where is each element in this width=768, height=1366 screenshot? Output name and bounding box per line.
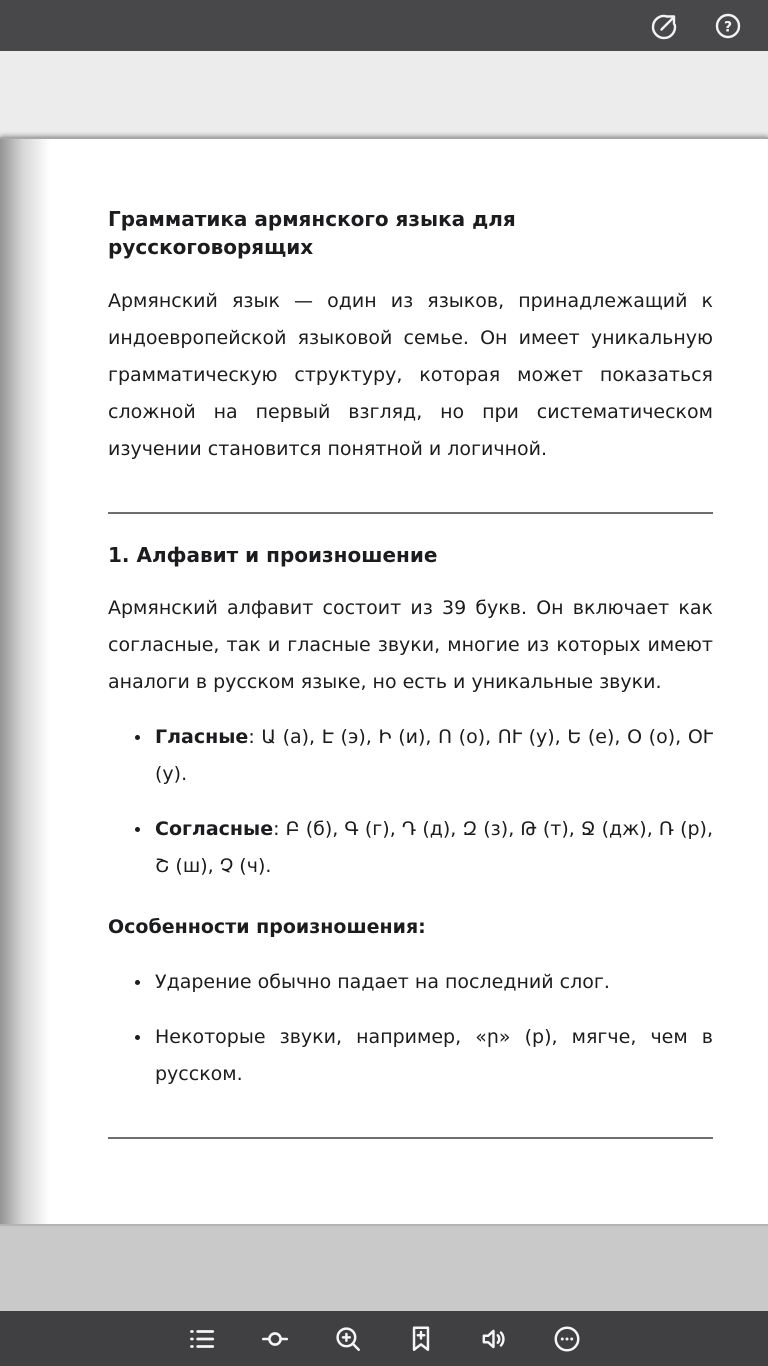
list-item: Некоторые звуки, например, «ր» (р), мягче, чем в русском. [108, 1019, 713, 1093]
help-glyph: ? [723, 19, 733, 35]
list-item: Ударение обычно падает на последний слог. [108, 964, 713, 1001]
help-button[interactable] [712, 10, 744, 42]
top-bar [0, 0, 768, 51]
audio-button[interactable] [479, 1324, 509, 1354]
zoom-button[interactable] [333, 1324, 363, 1354]
intro-paragraph: Армянский язык — один из языков, принадлежащий к индоевропейской языковой семье. Он имеет уникальную грамматическую структуру, которая может показаться сложной на первый взгляд, но при систематическом изучении становится понятной и логичной. [108, 290, 713, 460]
help-icon [712, 10, 744, 42]
reader-background-top [0, 51, 768, 137]
more-icon [552, 1324, 582, 1354]
toc-icon [187, 1324, 217, 1354]
bookmark-add-icon [406, 1324, 436, 1354]
book-page[interactable] [0, 137, 768, 1226]
share-button[interactable] [648, 10, 680, 42]
section-heading: 1. Алфавит и произношение [108, 543, 438, 567]
section-divider [108, 1137, 713, 1139]
more-button[interactable] [552, 1324, 582, 1354]
section-paragraph: Армянский алфавит состоит из 39 букв. Он включает как согласные, так и гласные звуки, многие из которых имеют аналоги в русском языке, но есть и уникальные звуки. [108, 597, 713, 693]
reader-background-bottom [0, 1226, 768, 1311]
scrubber-button[interactable] [260, 1324, 290, 1354]
document-title: Грамматика армянского языка для русскоговорящих [108, 207, 516, 259]
pronunciation-list [108, 964, 713, 1093]
bookmark-button[interactable] [406, 1324, 436, 1354]
page-content [0, 139, 768, 1139]
list-item-text: : Ա (а), Է (э), Ի (и), Ո (о), ՈՒ (у), Ե (е), Օ (о), ՕՒ (у). [155, 726, 713, 785]
list-item [108, 811, 713, 885]
list-item-label: Согласные [155, 818, 274, 840]
list-item [108, 719, 713, 793]
list-item-label: Гласные [155, 726, 249, 748]
section-divider [108, 512, 713, 514]
bottom-toolbar [0, 1311, 768, 1366]
letters-list [108, 719, 713, 885]
zoom-in-icon [333, 1324, 363, 1354]
list-item-text: : Բ (б), Գ (г), Դ (д), Զ (з), Թ (т), Ջ (дж), Ռ (р), Շ (ш), Չ (ч). [155, 818, 713, 877]
pronunciation-heading: Особенности произношения: [108, 916, 426, 938]
contents-button[interactable] [187, 1324, 217, 1354]
scrubber-icon [260, 1324, 290, 1354]
share-icon [648, 10, 680, 42]
audio-icon [479, 1324, 509, 1354]
